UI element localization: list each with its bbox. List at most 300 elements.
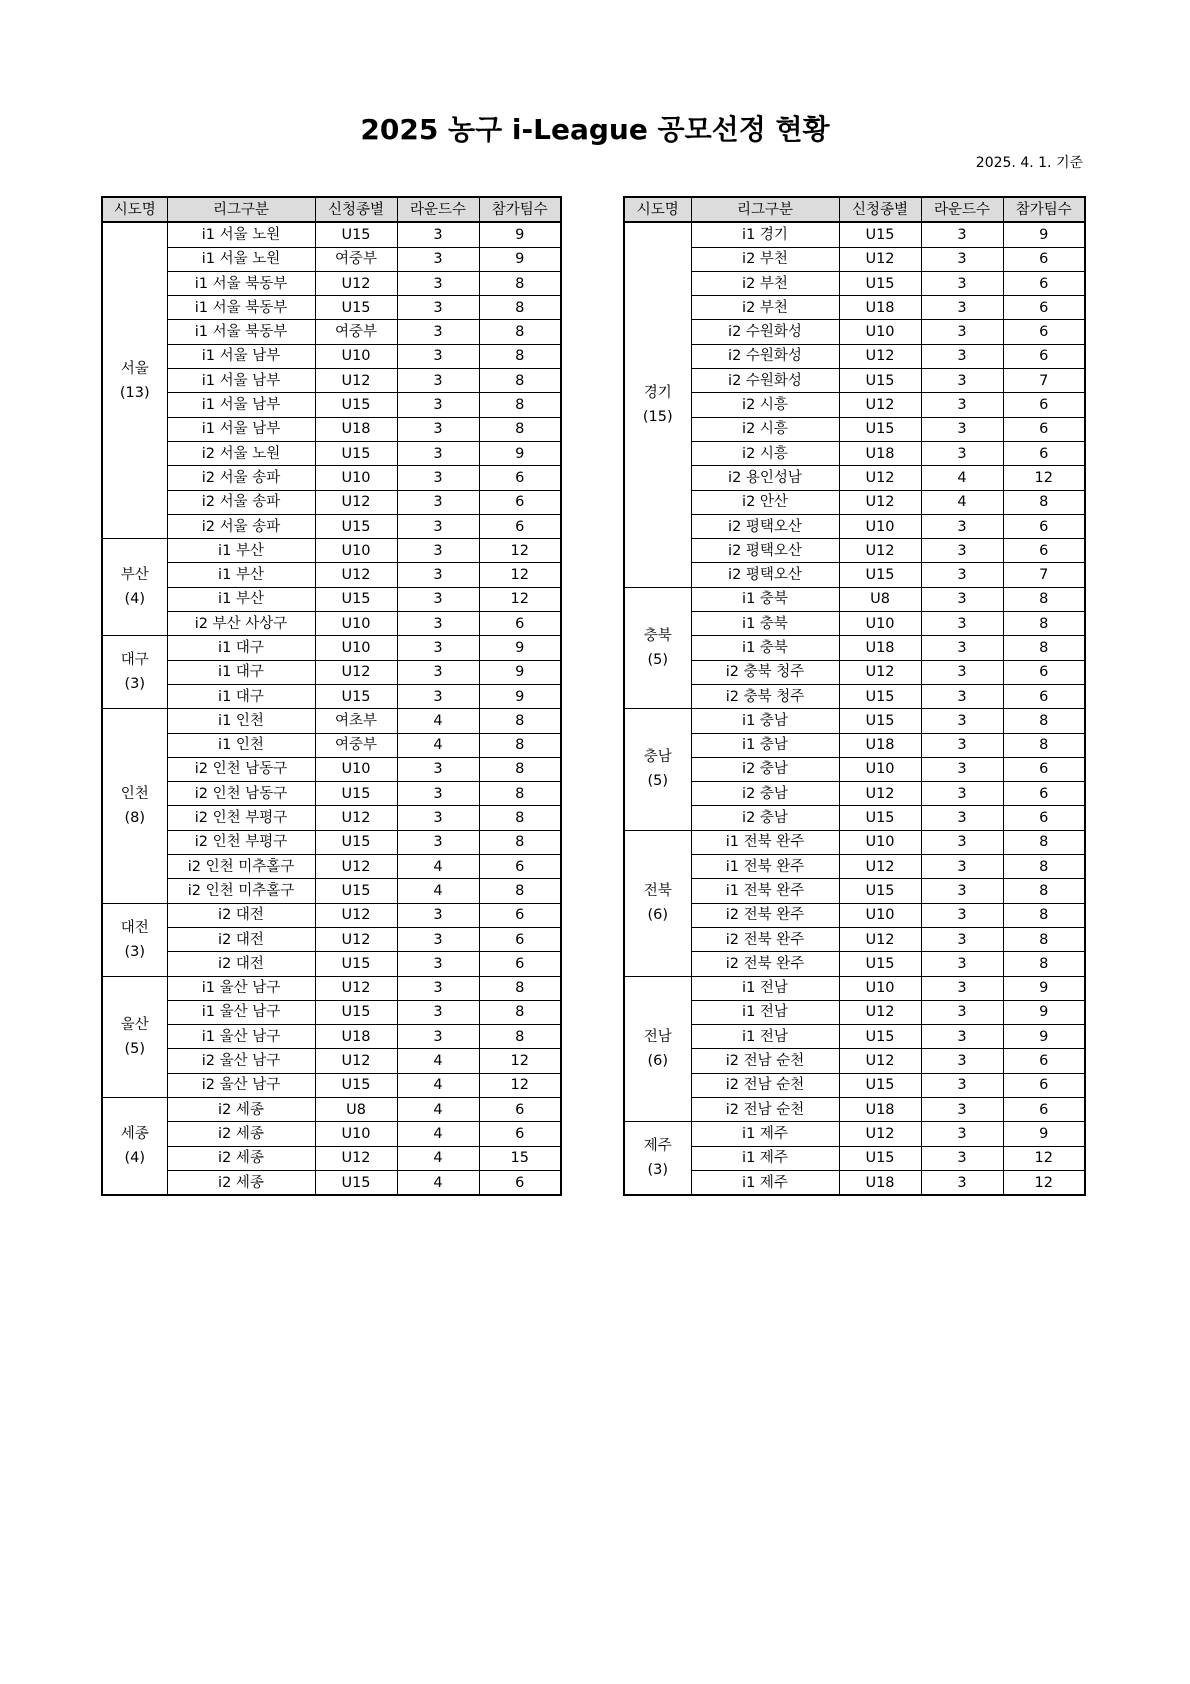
table-row [102,563,561,587]
rounds-cell: 3 [397,636,479,660]
league-cell: i1 전북 완주 [691,830,839,854]
category-cell: U15 [315,296,397,320]
table-row [624,539,1085,563]
league-cell: i1 울산 남구 [167,1000,315,1024]
table-row [102,879,561,903]
teams-cell: 9 [479,222,561,247]
teams-cell: 8 [1003,830,1085,854]
rounds-cell: 4 [397,1073,479,1097]
category-cell: U15 [839,222,921,247]
teams-cell: 12 [479,1073,561,1097]
region-cell [102,1097,167,1195]
header-region: 시도명 [102,197,167,222]
category-cell: U15 [839,952,921,976]
table-row [624,1146,1085,1170]
region-cell [624,587,691,708]
teams-cell: 8 [1003,636,1085,660]
rounds-cell: 3 [921,271,1003,295]
rounds-cell: 3 [397,369,479,393]
region-count: (3) [124,676,146,693]
teams-cell: 6 [479,903,561,927]
league-cell: i2 전북 완주 [691,952,839,976]
league-cell: i2 전남 순천 [691,1073,839,1097]
header-rounds: 라운드수 [397,197,479,222]
teams-cell: 15 [479,1146,561,1170]
rounds-cell: 3 [921,1097,1003,1121]
teams-cell: 8 [479,976,561,1000]
category-cell: U18 [315,1025,397,1049]
category-cell: U15 [315,1170,397,1195]
teams-cell: 8 [479,1000,561,1024]
table-row [624,709,1085,733]
header-rounds: 라운드수 [921,197,1003,222]
region-name: 인천 [120,785,149,802]
category-cell: U10 [315,636,397,660]
category-cell: U12 [839,927,921,951]
league-cell: i1 서울 북동부 [167,320,315,344]
league-cell: i2 시흥 [691,393,839,417]
teams-cell: 6 [479,855,561,879]
rounds-cell: 3 [921,539,1003,563]
teams-cell: 6 [479,612,561,636]
table-row [102,393,561,417]
teams-cell: 6 [1003,1097,1085,1121]
region-count: (5) [647,651,669,668]
table-row [102,344,561,368]
teams-cell: 8 [479,320,561,344]
league-cell: i2 전남 순천 [691,1097,839,1121]
category-cell: U12 [839,660,921,684]
league-cell: i1 대구 [167,684,315,708]
league-cell: i2 충북 청주 [691,684,839,708]
league-cell: i1 제주 [691,1122,839,1146]
league-cell: i2 평택오산 [691,514,839,538]
category-cell: U15 [839,369,921,393]
category-cell: U12 [315,271,397,295]
category-cell: U12 [315,563,397,587]
teams-cell: 12 [479,563,561,587]
league-cell: i1 제주 [691,1170,839,1195]
rounds-cell: 3 [921,441,1003,465]
table-row [624,660,1085,684]
teams-cell: 6 [1003,757,1085,781]
rounds-cell: 4 [921,490,1003,514]
region-count: (3) [647,1162,669,1179]
league-cell: i1 울산 남구 [167,976,315,1000]
category-cell: U12 [839,247,921,271]
league-cell: i2 세종 [167,1122,315,1146]
table-row [102,952,561,976]
table-row [102,296,561,320]
teams-cell: 6 [1003,684,1085,708]
region-count: (5) [124,1040,146,1057]
table-row [102,539,561,563]
rounds-cell: 3 [921,1000,1003,1024]
header-region: 시도명 [624,197,691,222]
rounds-cell: 3 [921,1170,1003,1195]
teams-cell: 8 [1003,612,1085,636]
league-cell: i2 인천 남동구 [167,757,315,781]
teams-cell: 6 [479,1097,561,1121]
table-row [624,612,1085,636]
rounds-cell: 3 [397,952,479,976]
table-row [102,222,561,247]
category-cell: U15 [315,684,397,708]
region-cell [102,222,167,538]
league-cell: i2 수원화성 [691,344,839,368]
table-row [624,247,1085,271]
rounds-cell: 3 [397,441,479,465]
league-cell: i2 인천 미추홀구 [167,855,315,879]
rounds-cell: 3 [921,1122,1003,1146]
league-cell: i2 부천 [691,296,839,320]
teams-cell: 8 [1003,952,1085,976]
region-cell [624,222,691,587]
header-teams: 참가팀수 [479,197,561,222]
category-cell: U12 [315,1146,397,1170]
category-cell: U10 [839,903,921,927]
region-cell [102,636,167,709]
rounds-cell: 3 [921,563,1003,587]
teams-cell: 6 [1003,1073,1085,1097]
region-name: 경기 [643,385,672,402]
rounds-cell: 4 [397,709,479,733]
rounds-cell: 4 [397,879,479,903]
league-cell: i2 충남 [691,757,839,781]
category-cell: U15 [839,684,921,708]
rounds-cell: 3 [397,1025,479,1049]
league-cell: i2 서울 송파 [167,466,315,490]
category-cell: U15 [839,417,921,441]
rounds-cell: 3 [921,830,1003,854]
teams-cell: 6 [1003,441,1085,465]
category-cell: U18 [315,417,397,441]
region-name: 울산 [120,1016,149,1033]
category-cell: U12 [315,369,397,393]
rounds-cell: 3 [921,369,1003,393]
category-cell: U10 [315,757,397,781]
region-name: 충북 [643,627,672,644]
rounds-cell: 3 [921,1073,1003,1097]
category-cell: U10 [839,320,921,344]
rounds-cell: 3 [397,247,479,271]
category-cell: U15 [315,514,397,538]
teams-cell: 6 [1003,393,1085,417]
table-row [102,1049,561,1073]
league-cell: i2 평택오산 [691,563,839,587]
table-row [624,514,1085,538]
category-cell: U15 [839,879,921,903]
category-cell: U10 [839,514,921,538]
region-name: 제주 [643,1138,672,1155]
rounds-cell: 3 [397,539,479,563]
league-cell: i1 충북 [691,587,839,611]
region-count: (15) [642,409,673,426]
table-row [102,1073,561,1097]
league-cell: i2 대전 [167,952,315,976]
teams-cell: 9 [479,636,561,660]
category-cell: U12 [315,927,397,951]
table-row [102,466,561,490]
table-row [624,879,1085,903]
category-cell: U15 [315,830,397,854]
league-cell: i2 전북 완주 [691,927,839,951]
rounds-cell: 3 [921,344,1003,368]
region-count: (5) [647,773,669,790]
teams-cell: 6 [1003,660,1085,684]
rounds-cell: 3 [921,684,1003,708]
table-row [102,1122,561,1146]
category-cell: 여초부 [315,709,397,733]
region-cell [624,976,691,1122]
league-cell: i1 서울 노원 [167,222,315,247]
league-cell: i1 전남 [691,1025,839,1049]
teams-cell: 8 [479,1025,561,1049]
table-row [624,1049,1085,1073]
header-category: 신청종별 [315,197,397,222]
rounds-cell: 3 [921,855,1003,879]
table-row [624,830,1085,854]
rounds-cell: 4 [397,1170,479,1195]
rounds-cell: 3 [921,320,1003,344]
teams-cell: 8 [1003,855,1085,879]
rounds-cell: 3 [397,344,479,368]
league-cell: i2 대전 [167,927,315,951]
teams-cell: 6 [479,466,561,490]
league-cell: i2 부산 사상구 [167,612,315,636]
league-cell: i2 울산 남구 [167,1073,315,1097]
table-row [102,684,561,708]
rounds-cell: 3 [921,222,1003,247]
teams-cell: 6 [1003,247,1085,271]
rounds-cell: 3 [921,806,1003,830]
category-cell: U12 [315,806,397,830]
rounds-cell: 3 [397,976,479,1000]
rounds-cell: 4 [397,1122,479,1146]
teams-cell: 8 [1003,587,1085,611]
league-cell: i1 서울 남부 [167,369,315,393]
category-cell: U12 [839,855,921,879]
teams-cell: 6 [1003,539,1085,563]
table-row [624,222,1085,247]
region-cell [102,539,167,636]
category-cell: U15 [315,222,397,247]
table-row [624,393,1085,417]
category-cell: U15 [315,1073,397,1097]
league-cell: i2 인천 부평구 [167,806,315,830]
teams-cell: 8 [1003,733,1085,757]
teams-cell: 6 [1003,296,1085,320]
table-row [624,417,1085,441]
rounds-cell: 3 [921,879,1003,903]
table-row [102,1000,561,1024]
league-cell: i2 충남 [691,806,839,830]
rounds-cell: 3 [921,587,1003,611]
table-row [102,417,561,441]
region-count: (6) [647,1052,669,1069]
teams-cell: 9 [479,441,561,465]
rounds-cell: 3 [397,514,479,538]
teams-cell: 6 [1003,417,1085,441]
region-count: (13) [119,384,150,401]
league-cell: i2 부천 [691,247,839,271]
teams-cell: 8 [479,296,561,320]
league-cell: i2 용인성남 [691,466,839,490]
table-row [624,344,1085,368]
teams-cell: 6 [479,1122,561,1146]
table-row [102,1146,561,1170]
rounds-cell: 3 [921,782,1003,806]
table-row [624,1000,1085,1024]
league-table-left [101,196,562,1196]
table-row [624,903,1085,927]
table-row [624,1170,1085,1195]
rounds-cell: 3 [397,757,479,781]
rounds-cell: 4 [397,1097,479,1121]
category-cell: U12 [315,976,397,1000]
category-cell: U15 [839,806,921,830]
rounds-cell: 3 [921,952,1003,976]
rounds-cell: 3 [921,709,1003,733]
teams-cell: 6 [479,927,561,951]
league-cell: i2 안산 [691,490,839,514]
rounds-cell: 3 [397,417,479,441]
category-cell: U8 [839,587,921,611]
table-row [624,441,1085,465]
teams-cell: 6 [479,514,561,538]
region-name: 서울 [120,360,149,377]
teams-cell: 8 [1003,879,1085,903]
table-row [624,563,1085,587]
league-cell: i1 부산 [167,563,315,587]
region-name: 세종 [120,1126,149,1143]
league-cell: i1 서울 남부 [167,417,315,441]
league-cell: i1 제주 [691,1146,839,1170]
league-cell: i2 수원화성 [691,320,839,344]
teams-cell: 8 [1003,903,1085,927]
table-header-row [624,197,1085,222]
category-cell: U10 [315,539,397,563]
teams-cell: 12 [479,539,561,563]
rounds-cell: 3 [397,490,479,514]
rounds-cell: 3 [921,296,1003,320]
table-row [102,1097,561,1121]
teams-cell: 8 [479,271,561,295]
rounds-cell: 3 [397,1000,479,1024]
league-cell: i2 전남 순천 [691,1049,839,1073]
category-cell: U18 [839,1097,921,1121]
category-cell: U10 [839,757,921,781]
rounds-cell: 3 [397,222,479,247]
category-cell: U12 [839,539,921,563]
rounds-cell: 4 [397,1049,479,1073]
table-row [624,855,1085,879]
region-name: 전남 [643,1028,672,1045]
table-row [624,271,1085,295]
rounds-cell: 3 [921,1049,1003,1073]
table-row [102,709,561,733]
teams-cell: 9 [479,684,561,708]
league-cell: i2 시흥 [691,417,839,441]
rounds-cell: 3 [921,393,1003,417]
league-cell: i2 충남 [691,782,839,806]
category-cell: 여중부 [315,320,397,344]
table-row [102,806,561,830]
league-cell: i1 서울 남부 [167,393,315,417]
rounds-cell: 3 [921,660,1003,684]
rounds-cell: 3 [921,903,1003,927]
rounds-cell: 3 [921,1025,1003,1049]
category-cell: U15 [839,1073,921,1097]
teams-cell: 8 [479,344,561,368]
teams-cell: 6 [1003,806,1085,830]
league-cell: i1 전남 [691,1000,839,1024]
category-cell: U12 [315,903,397,927]
table-row [102,636,561,660]
teams-cell: 6 [1003,320,1085,344]
league-cell: i2 세종 [167,1170,315,1195]
league-cell: i1 울산 남구 [167,1025,315,1049]
category-cell: U15 [839,1146,921,1170]
table-row [624,466,1085,490]
table-row [102,733,561,757]
header-league: 리그구분 [167,197,315,222]
region-cell [624,1122,691,1195]
reference-date: 2025. 4. 1. 기준 [975,155,1083,171]
category-cell: U12 [315,490,397,514]
teams-cell: 12 [479,587,561,611]
league-cell: i2 부천 [691,271,839,295]
teams-cell: 8 [1003,490,1085,514]
teams-cell: 6 [1003,782,1085,806]
table-row [624,1025,1085,1049]
region-count: (8) [124,809,146,826]
rounds-cell: 3 [397,830,479,854]
table-row [624,369,1085,393]
category-cell: U15 [315,1000,397,1024]
category-cell: 여중부 [315,247,397,271]
league-cell: i2 서울 송파 [167,490,315,514]
table-row [102,587,561,611]
league-cell: i1 경기 [691,222,839,247]
region-count: (4) [124,1150,146,1167]
teams-cell: 6 [479,1170,561,1195]
category-cell: U12 [839,1122,921,1146]
teams-cell: 8 [479,417,561,441]
table-row [624,636,1085,660]
table-row [102,660,561,684]
teams-cell: 8 [1003,709,1085,733]
league-cell: i1 인천 [167,733,315,757]
table-row [624,952,1085,976]
teams-cell: 6 [479,490,561,514]
category-cell: U12 [839,393,921,417]
table-row [102,369,561,393]
teams-cell: 12 [1003,1170,1085,1195]
category-cell: U15 [315,587,397,611]
table-row [624,320,1085,344]
rounds-cell: 3 [397,296,479,320]
category-cell: U15 [839,709,921,733]
category-cell: U15 [839,1025,921,1049]
region-count: (4) [124,591,146,608]
category-cell: U10 [315,466,397,490]
league-cell: i2 서울 노원 [167,441,315,465]
category-cell: U10 [315,1122,397,1146]
category-cell: U15 [315,782,397,806]
teams-cell: 7 [1003,369,1085,393]
league-cell: i1 부산 [167,587,315,611]
